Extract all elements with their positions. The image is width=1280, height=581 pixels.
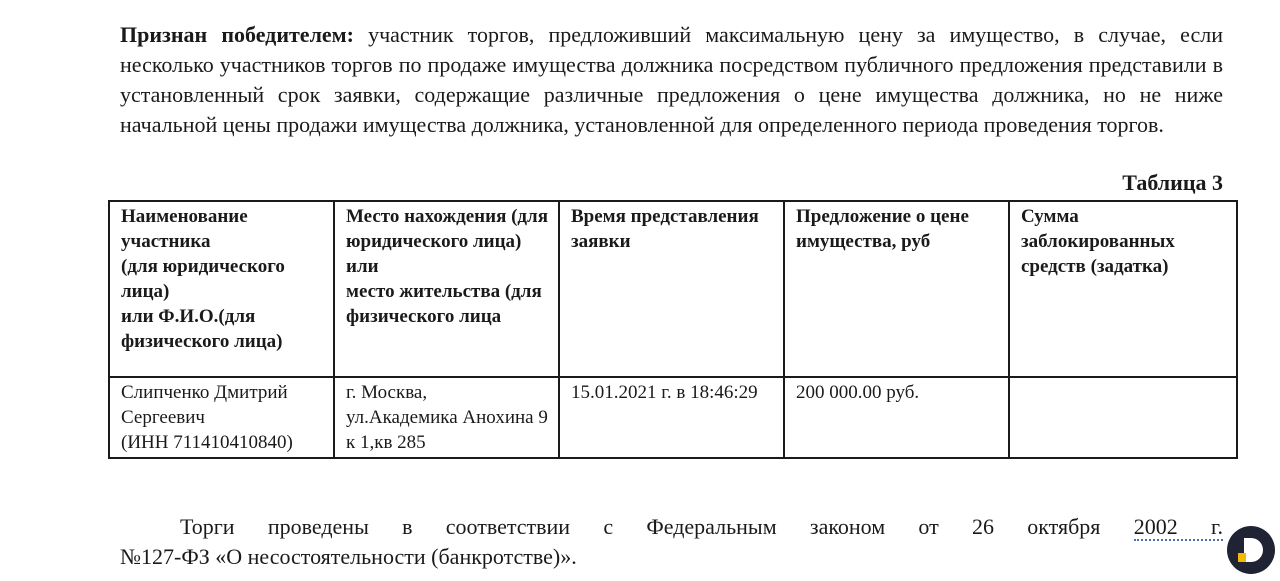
- cell-price-offer: 200 000.00 руб.: [784, 377, 1009, 458]
- header-participant-name: Наименование участника (для юридического лица) или Ф.И.О.(для физического лица): [109, 201, 334, 377]
- cell-deposit-amount: [1009, 377, 1237, 458]
- table-header-row: [109, 201, 1237, 377]
- cell-location: г. Москва, ул.Академика Анохина 9 к 1,кв 285: [334, 377, 559, 458]
- table-caption: Таблица 3: [1122, 170, 1223, 195]
- header-location: Место нахождения (для юридического лица) или место жительства (для физического лица: [334, 201, 559, 377]
- closing-law-reference: №127-ФЗ «О несостоятельности (банкротстве)».: [120, 544, 577, 569]
- cell-participant-name: Слипченко Дмитрий Сергеевич (ИНН 711410410840): [109, 377, 334, 458]
- winner-description: участник торгов, предложивший максимальную цену за имущество, в случае, если несколько участников торгов по продаже имущества должника посредством публичного предложения представили в установленный срок заявки, содержащие различные предложения о цене имущества должника, но не ниже начальной цены продажи имущества должника, установленной для определенного периода проведения торгов.: [120, 22, 1223, 137]
- table-row: [109, 377, 1237, 458]
- winner-label: Признан победителем:: [120, 22, 354, 47]
- header-deposit-amount: Сумма заблокированных средств (задатка): [1009, 201, 1237, 377]
- closing-text: Торги проведены в соответствии с Федеральным законом от 26 октября: [180, 514, 1134, 539]
- closing-year: 2002 г.: [1133, 514, 1224, 539]
- d-logo-icon: [1226, 525, 1276, 575]
- header-submission-time: Время представления заявки: [559, 201, 784, 377]
- intro-paragraph: [120, 20, 1223, 140]
- cell-submission-time: 15.01.2021 г. в 18:46:29: [559, 377, 784, 458]
- bids-table: [108, 200, 1238, 459]
- header-price-offer: Предложение о цене имущества, руб: [784, 201, 1009, 377]
- closing-paragraph: [120, 512, 1223, 572]
